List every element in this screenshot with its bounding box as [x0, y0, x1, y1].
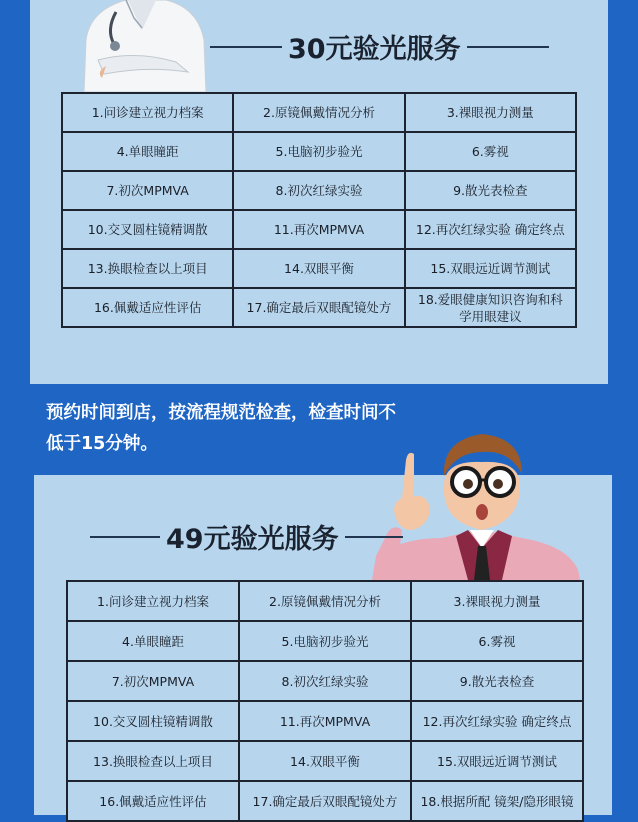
table-cell: 3.裸眼视力测量 — [411, 581, 583, 621]
table-row — [67, 581, 583, 621]
table-cell: 15.双眼远近调节测试 — [405, 249, 576, 288]
table-cell: 8.初次红绿实验 — [239, 661, 411, 701]
table-row — [67, 661, 583, 701]
table-cell: 7.初次MPMVA — [62, 171, 233, 210]
table-cell: 6.雾视 — [411, 621, 583, 661]
section-title-text: 49元验光服务 — [166, 524, 339, 555]
table-cell: 14.双眼平衡 — [239, 741, 411, 781]
table-row — [67, 701, 583, 741]
service-table-30 — [61, 92, 577, 328]
table-cell: 12.再次红绿实验 确定终点 — [411, 701, 583, 741]
table-cell: 11.再次MPMVA — [233, 210, 404, 249]
table-row — [62, 249, 576, 288]
table-cell: 9.散光表检查 — [411, 661, 583, 701]
table-row — [67, 621, 583, 661]
table-cell: 4.单眼瞳距 — [67, 621, 239, 661]
table-cell: 9.散光表检查 — [405, 171, 576, 210]
table-cell: 2.原镜佩戴情况分析 — [239, 581, 411, 621]
table-cell: 10.交叉圆柱镜精调散 — [62, 210, 233, 249]
table-cell: 5.电脑初步验光 — [233, 132, 404, 171]
table-cell: 12.再次红绿实验 确定终点 — [405, 210, 576, 249]
table-cell: 13.换眼检查以上项目 — [67, 741, 239, 781]
table-cell: 11.再次MPMVA — [239, 701, 411, 741]
title-divider-left — [90, 536, 160, 538]
table-row — [62, 132, 576, 171]
doctor-illustration — [76, 0, 210, 92]
title-divider-right — [467, 46, 549, 48]
title-divider-right — [345, 536, 403, 538]
section-title-30 — [210, 27, 549, 66]
table-cell: 1.问诊建立视力档案 — [62, 93, 233, 132]
child-illustration — [372, 420, 582, 580]
table-cell: 15.双眼远近调节测试 — [411, 741, 583, 781]
table-row — [67, 781, 583, 821]
table-row — [62, 171, 576, 210]
table-row — [62, 93, 576, 132]
table-row — [62, 288, 576, 327]
notice-line-1: 预约时间到店，按流程规范检查，检查时间不 — [46, 403, 396, 423]
table-cell: 6.雾视 — [405, 132, 576, 171]
table-cell: 18.根据所配 镜架/隐形眼镜 — [411, 781, 583, 821]
table-cell: 14.双眼平衡 — [233, 249, 404, 288]
table-cell: 8.初次红绿实验 — [233, 171, 404, 210]
table-row — [67, 741, 583, 781]
table-cell: 10.交叉圆柱镜精调散 — [67, 701, 239, 741]
table-cell: 7.初次MPMVA — [67, 661, 239, 701]
notice-line-2: 低于15分钟。 — [46, 434, 158, 454]
table-cell: 16.佩戴适应性评估 — [67, 781, 239, 821]
table-cell: 16.佩戴适应性评估 — [62, 288, 233, 327]
table-cell: 4.单眼瞳距 — [62, 132, 233, 171]
section-title-text: 30元验光服务 — [288, 34, 461, 65]
table-cell: 17.确定最后双眼配镜处方 — [233, 288, 404, 327]
service-table-49 — [66, 580, 584, 822]
table-cell: 1.问诊建立视力档案 — [67, 581, 239, 621]
table-cell: 2.原镜佩戴情况分析 — [233, 93, 404, 132]
title-divider-left — [210, 46, 282, 48]
table-cell: 18.爱眼健康知识咨询和科学用眼建议 — [405, 288, 576, 327]
table-cell: 5.电脑初步验光 — [239, 621, 411, 661]
section-title-49 — [90, 517, 403, 556]
table-row — [62, 210, 576, 249]
table-cell: 3.裸眼视力测量 — [405, 93, 576, 132]
table-cell: 17.确定最后双眼配镜处方 — [239, 781, 411, 821]
table-cell: 13.换眼检查以上项目 — [62, 249, 233, 288]
